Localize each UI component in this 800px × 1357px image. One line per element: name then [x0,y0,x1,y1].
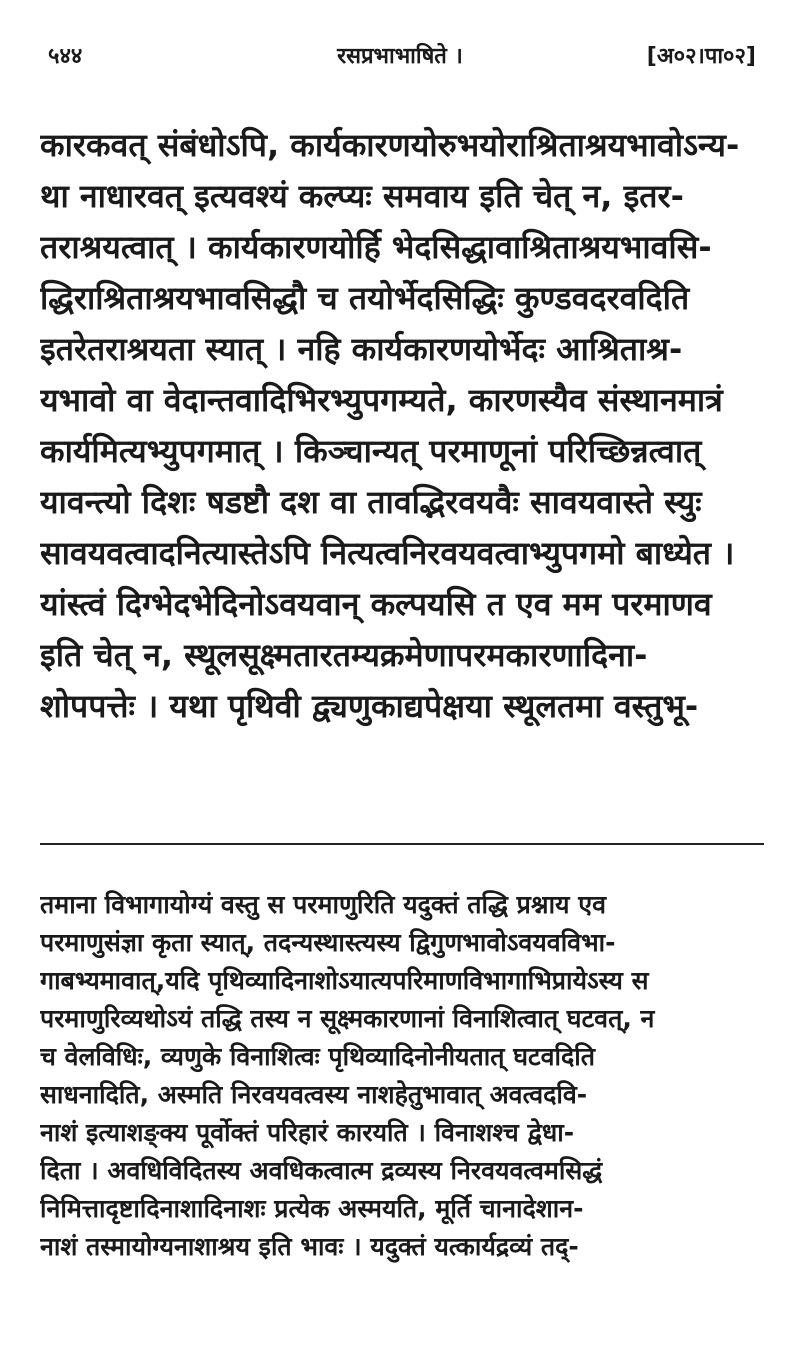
text-line: इतरेतराश्रयता स्यात् । नहि कार्यकारणयोर्भेदः आश्रिताश्र- [40,330,683,368]
footnote-block [40,886,762,1266]
text-line: कार्यमित्यभ्युपगमात् । किञ्चान्यत् परमाणूनां परिच्छिन्नत्वात् [40,432,702,470]
footnote-line: परमाणुसंज्ञा कृता स्यात्, तदन्यस्थास्त्यस्य द्विगुणभावोऽवयवविभा- [40,928,616,957]
footnote-line: साधनादिति, अस्मति निरवयवत्वस्य नाशहेतुभावात् अवत्वदवि- [40,1080,588,1109]
text-line: यावन्त्यो दिशः षडष्टौ दश वा तावद्भिरवयवैः सावयवास्ते स्युः [40,483,702,521]
text-line: था नाधारवत् इत्यवश्यं कल्प्यः समवाय इति चेत् न, इतर- [40,177,684,215]
footnote-line: दिता । अवधिविदितस्य अवधिकत्वात्म द्रव्यस्य निरवयवत्वमसिद्धं [40,1156,603,1185]
text-line: शोपपत्तेः । यथा पृथिवी द्व्यणुकाद्यपेक्षया स्थूलतमा वस्तुभू- [40,687,699,725]
footnote-line: च वेलविधिः, व्यणुके विनाशित्वः पृथिव्यादिनोनीयतात् घटवदिति [40,1042,595,1071]
footnote-line: परमाणुरिव्यथोऽयं तद्धि तस्य न सूक्ष्मकारणानां विनाशित्वात् घटवत्, न [40,1004,655,1033]
text-line: कारकवत् संबंधोऽपि, कार्यकारणयोरुभयोराश्रिताश्रयभावोऽन्य- [40,126,740,164]
running-title: रसप्रभाभाषिते । [337,44,463,69]
footnote-separator-rule [40,843,764,845]
text-line: यांस्त्वं दिग्भेदभेदिनोऽवयवान् कल्पयसि त एव मम परमाणव [40,585,712,623]
page-header [40,40,760,74]
main-text-block [40,120,762,732]
text-line: द्धिराश्रिताश्रयभावसिद्धौ च तयोर्भेदसिद्धिः कुण्डवदरवदिति [40,279,690,317]
section-reference: [अ०२।पा०२] [646,44,756,69]
footnote-line: नाशं तस्मायोग्यनाशाश्रय इति भावः । यदुक्तं यत्कार्यद्रव्यं तद्- [40,1232,579,1261]
footnote-line: नाशं इत्याशङ्क्य पूर्वोक्तं परिहारं कारयति । विनाशश्च द्वेधा- [40,1118,575,1147]
footnote-line: गाबभ्यमावात्,यदि पृथिव्यादिनाशोऽयात्यपरिमाणविभागाभिप्रायेऽस्य स [40,966,649,995]
text-line: यभावो वा वेदान्तवादिभिरभ्युपगम्यते, कारणस्यैव संस्थानमात्रं [40,381,723,419]
text-line: इति चेत् न, स्थूलसूक्ष्मतारतम्यक्रमेणापरमकारणादिना- [40,636,648,674]
footnote-line: तमाना विभागायोग्यं वस्तु स परमाणुरिति यदुक्तं तद्धि प्रश्नाय एव [40,890,606,919]
text-line: सावयवत्वादनित्यास्तेऽपि नित्यत्वनिरवयवत्वाभ्युपगमो बाध्येत । [40,534,735,572]
page-number: ५४४ [48,44,83,69]
text-line: तराश्रयत्वात् । कार्यकारणयोर्हि भेदसिद्धावाश्रिताश्रयभावसि- [40,228,712,266]
footnote-line: निमित्तादृष्टादिनाशादिनाशः प्रत्येक अस्मयति, मूर्ति चानादेशान- [40,1194,584,1223]
